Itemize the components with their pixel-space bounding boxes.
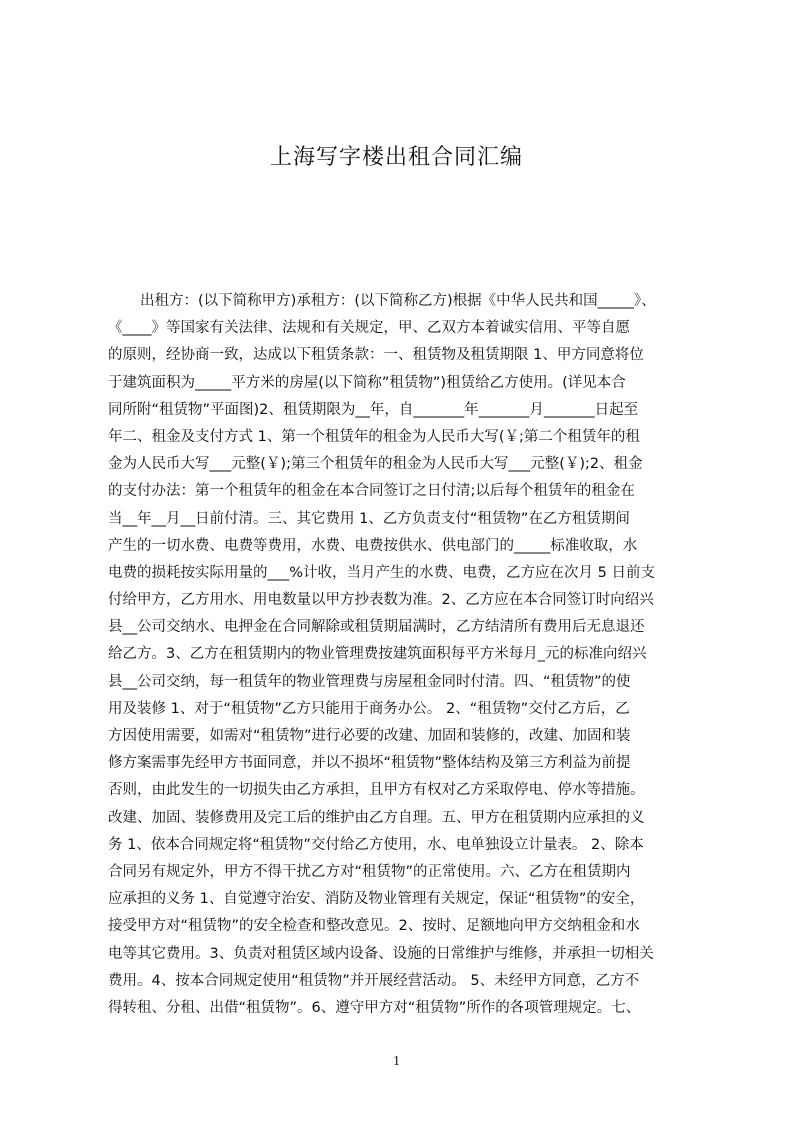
body-line: 付给甲方，乙方用水、用电数量以甲方抄表数为准。2、乙方应在本合同签订时向绍兴: [108, 592, 654, 609]
body-line: 接受甲方对“租赁物”的安全检查和整改意见。2、按时、足额地向甲方交纳租金和水: [108, 918, 640, 935]
body-line: 务 1、依本合同规定将“租赁物”交付给乙方使用，水、电单独设立计量表。 2、除本: [108, 836, 644, 853]
body-line: 同所附“租赁物”平面图)2、租赁期限为__年，自_______年_______月_______日起至: [108, 401, 639, 418]
body-line: 产生的一切水费、电费等费用，水费、电费按供水、供电部门的_____标准收取，水: [108, 537, 638, 554]
body-line: 应承担的义务 1、自觉遵守治安、消防及物业管理有关规定，保证“租赁物”的安全，: [108, 891, 645, 908]
body-line: 否则，由此发生的一切损失由乙方承担，且甲方有权对乙方采取停电、停水等措施。: [108, 782, 645, 799]
body-line: 改建、加固、装修费用及完工后的维护由乙方自理。五、甲方在租赁期内应承担的义: [108, 809, 645, 826]
body-line: 电费的损耗按实际用量的___%计收，当月产生的水费、电费，乙方应在次月 5 日前支: [108, 564, 655, 581]
contract-body: [108, 288, 706, 1022]
body-line: 费用。4、按本合同规定使用“租赁物”并开展经营活动。 5、未经甲方同意，乙方不: [108, 972, 640, 989]
document-title: 上海写字楼出租合同汇编: [269, 145, 523, 170]
body-line: 的支付办法：第一个租赁年的租金在本合同签订之日付清;以后每个租赁年的租金在: [108, 483, 635, 500]
body-line: 方因使用需要，如需对“租赁物”进行必要的改建、加固和装修的，改建、加固和装: [108, 728, 631, 744]
body-line: 金为人民币大写___元整(￥);第三个租赁年的租金为人民币大写___元整(￥);2、租金: [108, 456, 643, 473]
body-line: 用及装修 1、对于“租赁物”乙方只能用于商务办公。 2、“租赁物”交付乙方后，乙: [108, 700, 630, 717]
body-line: 县__公司交纳水、电押金在合同解除或租赁期届满时，乙方结清所有费用后无息退还: [108, 619, 645, 636]
page-number: 1: [393, 1054, 400, 1069]
body-line: 合同另有规定外，甲方不得干扰乙方对“租赁物”的正常使用。六、乙方在租赁期内: [108, 863, 631, 880]
body-line: 给乙方。3、乙方在租赁期内的物业管理费按建筑面积每平方米每月_元的标准向绍兴: [108, 646, 647, 663]
body-line: 得转租、分租、出借“租赁物”。6、遵守甲方对“租赁物”所作的各项管理规定。七、: [108, 999, 641, 1016]
body-line: 于建筑面积为_____平方米的房屋(以下简称”租赁物”)租赁给乙方使用。(详见本合: [108, 374, 626, 391]
body-line: 《____》等国家有关法律、法规和有关规定，甲、乙双方本着诚实信用、平等自愿: [108, 320, 630, 337]
body-line: 县__公司交纳，每一租赁年的物业管理费与房屋租金同时付清。四、“租赁物”的使: [108, 673, 631, 690]
body-line: 修方案需事先经甲方书面同意，并以不损坏“租赁物”整体结构及第三方利益为前提: [108, 755, 631, 772]
body-line: 电等其它费用。3、负责对租赁区域内设备、设施的日常维护与维修，并承担一切相关: [108, 945, 654, 962]
body-line: 年二、租金及支付方式 1、第一个租赁年的租金为人民币大写(￥;第二个租赁年的租: [108, 428, 640, 445]
body-line: 的原则，经协商一致，达成以下租赁条款：一、租赁物及租赁期限 1、甲方同意将位: [108, 347, 644, 364]
body-line: 出租方：(以下简称甲方)承租方：(以下简称乙方)根据《中华人民共和国_____》、: [140, 293, 656, 309]
body-line: 当__年__月__日前付清。三、其它费用 1、乙方负责支付“租赁物”在乙方租赁期间: [108, 510, 630, 527]
